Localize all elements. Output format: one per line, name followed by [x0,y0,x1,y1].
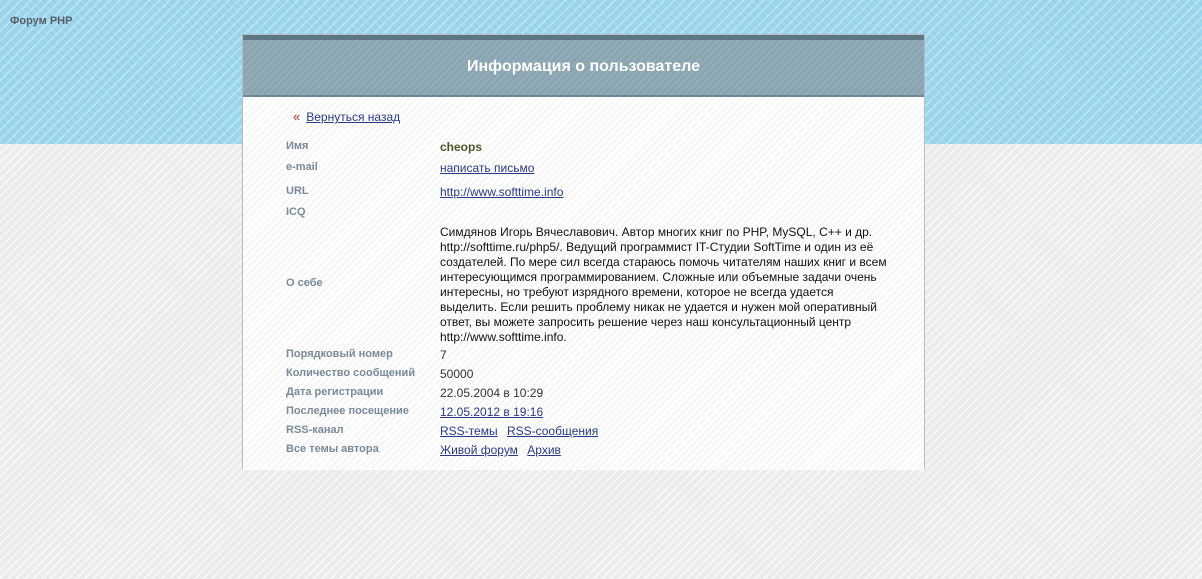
messages-label: Количество сообщений [286,367,416,379]
archive-link[interactable]: Архив [527,443,561,457]
back-link-label[interactable]: Вернуться назад [306,110,401,124]
last-visit-label: Последнее посещение [286,405,409,417]
panel-title: Информация о пользователе [243,35,924,97]
rss-topics-link[interactable]: RSS-темы [440,424,498,438]
site-title: Форум PHP [10,15,73,27]
icq-label: ICQ [286,206,306,218]
last-visit-value [440,405,890,419]
user-name: cheops [440,140,483,154]
panel-body [243,97,924,470]
email-label: e-mail [286,161,318,173]
last-visit-link[interactable]: 12.05.2012 в 19:16 [440,405,544,419]
registered-value: 22.05.2004 в 10:29 [440,386,544,400]
write-email-link[interactable]: написать письмо [440,161,535,175]
url-value [440,185,890,199]
homepage-link[interactable]: http://www.softtime.info [440,185,564,199]
user-info-panel [242,34,925,469]
messages-value: 50000 [440,367,474,381]
rss-links [440,424,890,438]
back-link[interactable] [293,109,400,124]
all-topics-label: Все темы автора [286,443,379,455]
live-forum-link[interactable]: Живой форум [440,443,518,457]
number-label: Порядковый номер [286,348,393,360]
rss-label: RSS-канал [286,424,344,436]
all-topics-links [440,443,890,457]
double-left-arrow-icon: « [293,109,299,124]
email-value [440,161,890,175]
name-label: Имя [286,140,309,152]
url-label: URL [286,185,309,197]
registered-label: Дата регистрации [286,386,384,398]
rss-messages-link[interactable]: RSS-сообщения [506,424,599,438]
about-label: О себе [286,277,323,289]
number-value: 7 [440,348,447,362]
about-text: Симдянов Игорь Вячеславович. Автор многих книг по PHP, MySQL, C++ и др. http://softtime.ru/php5/. Ведущий программист IT-Студии SoftTime и один из её создателей. По мере сил всегда стараюсь помочь читателям наших книг и всем интересующимся программированием. Сложные или объемные задачи очень интересны, но требуют изрядного времени, которое не всегда удается выделить. Если решить проблему никак не удается и нужен мой оперативный ответ, вы можете запросить решение через наш консультационный центр http://www.softtime.info. [440,225,887,344]
